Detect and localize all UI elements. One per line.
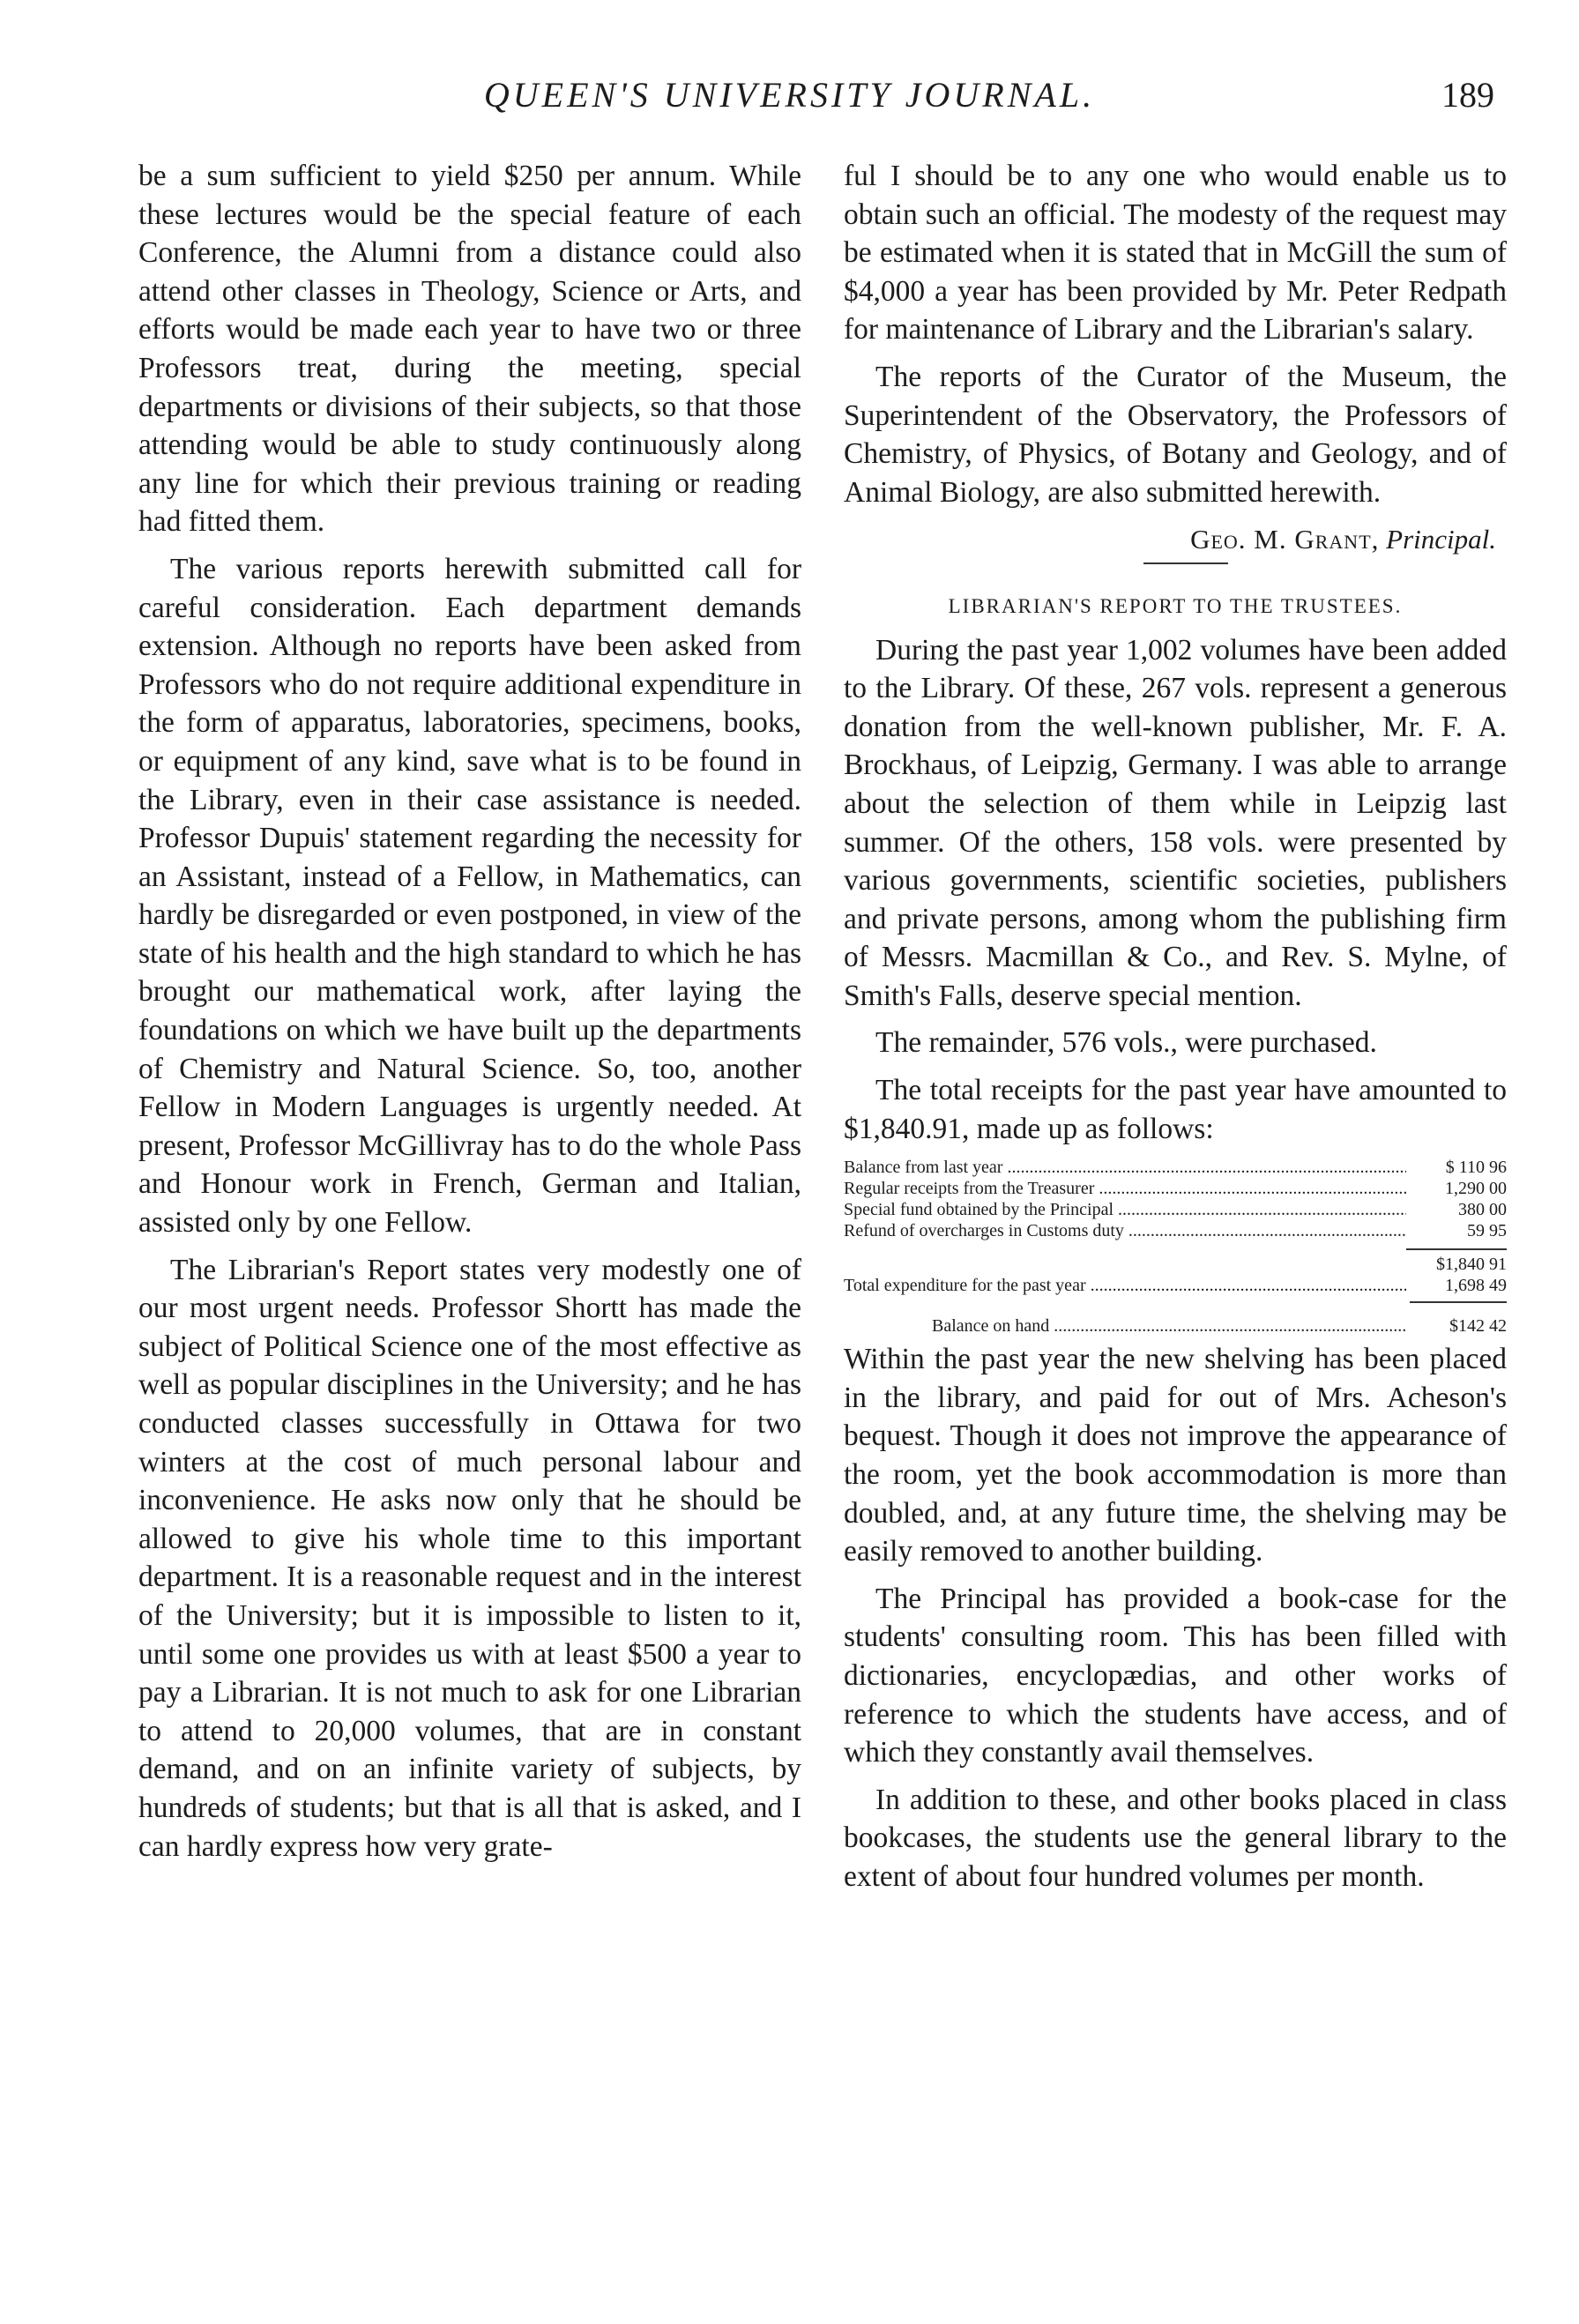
journal-title: QUEEN'S UNIVERSITY JOURNAL. (483, 75, 1096, 115)
account-row (844, 1220, 1507, 1241)
right-column (844, 157, 1507, 1905)
left-column (138, 157, 801, 1874)
account-label: Special fund obtained by the Principal ..... (844, 1199, 1406, 1220)
account-row (844, 1178, 1507, 1199)
account-row (844, 1199, 1507, 1220)
balance-amount: $142 42 (1449, 1316, 1507, 1337)
account-amount: 59 95 (1467, 1221, 1507, 1241)
account-row (844, 1157, 1507, 1178)
expenditure-amount: 1,698 49 (1445, 1276, 1507, 1296)
account-label: Balance from last year ..... (844, 1157, 1406, 1178)
accounts-table (844, 1157, 1507, 1337)
account-amount: 1,290 00 (1445, 1179, 1507, 1199)
paragraph: The Librarian's Report states very modestly one of our most urgent needs. Professor Shortt has made the subject of Political Science one of the most effective as well as popular disciplines in the University; and he has conducted classes successfully in Ottawa for two winters at the cost of much personal labour and inconvenience. He asks now only that he should be allowed to give his whole time to this important department. It is a reasonable request and in the interest of the University; but it is impossible to listen to it, until some one provides us with at least $500 a year to pay a Librarian. It is not much to ask for one Librarian to attend to 20,000 volumes, that are in constant demand, and on an infinite variety of subjects, by hundreds of students; but that is all that is asked, and I can hardly express how very grate- (138, 1253, 801, 1863)
paragraph: In addition to these, and other books placed in class bookcases, the students use the general library to the extent of about four hundred volumes per month. (844, 1783, 1507, 1893)
paragraph: The Principal has provided a book-case for the students' consulting room. This has been filled with dictionaries, encyclopædias, and other works of reference to which the students have access, and of which they constantly avail themselves. (844, 1582, 1507, 1769)
balance-label: Balance on hand ..... (844, 1315, 1406, 1337)
account-amount: $ 110 96 (1445, 1158, 1507, 1178)
paragraph: The remainder, 576 vols., were purchased. (875, 1026, 1377, 1060)
signature-title: Principal. (1386, 524, 1496, 555)
paragraph: The various reports herewith submitted call for careful consideration. Each department demands extension. Although no reports have been asked from Professors who do not require additional expenditure in the form of apparatus, laboratories, specimens, books, or equipment of any kind, save what is to be found in the Library, even in their case assistance is needed. Professor Dupuis' statement regarding the necessity for an Assistant, instead of a Fellow, in Mathematics, can hardly be disregarded or even postponed, in view of the state of his health and the high standard to which he has brought our mathematical work, after laying the foundations on which we have built up the departments of Chemistry and Natural Science. So, too, another Fellow in Modern Languages is urgently needed. At present, Professor McGillivray has to do the whole Pass and Honour work in French, German and Italian, assisted only by one Fellow. (138, 552, 801, 1240)
paragraph: Within the past year the new shelving has been placed in the library, and paid for out of Mrs. Acheson's bequest. Though it does not improve the appearance of the room, yet the book accommodation is more than doubled, and, at any future time, the shelving may be easily removed to another building. (844, 1343, 1507, 1568)
account-label: Regular receipts from the Treasurer ..... (844, 1178, 1406, 1199)
total-receipts-amount: $1,840 91 (1406, 1248, 1507, 1275)
paragraph: The total receipts for the past year have amounted to $1,840.91, made up as follows: (844, 1074, 1507, 1145)
principal-signature (844, 520, 1496, 559)
divider-rule (1143, 562, 1228, 564)
expenditure-label: Total expenditure for the past year ..... (844, 1275, 1406, 1296)
total-receipts-row (844, 1241, 1507, 1275)
paragraph: ful I should be to any one who would enable us to obtain such an official. The modesty of the request may be estimated when it is stated that in McGill the sum of $4,000 a year has been provided by Mr. Peter Redpath for maintenance of Library and the Librarian's salary. (844, 160, 1507, 346)
page-number: 189 (1441, 75, 1494, 115)
signature-name: Geo. M. Grant, (1190, 524, 1380, 555)
account-amount: 380 00 (1458, 1200, 1507, 1220)
paragraph: be a sum sufficient to yield $250 per annum. While these lectures would be the special feature of each Conference, the Alumni from a distance could also attend other classes in Theology, Science or Arts, and efforts would be made each year to have two or three Professors treat, during the meeting, special departments or divisions of their subjects, so that those attending would be able to study continuously along any line for which their previous training or reading had fitted them. (138, 160, 801, 539)
account-label: Refund of overcharges in Customs duty ..... (844, 1220, 1406, 1241)
page-header (0, 74, 1579, 127)
paragraph: The reports of the Curator of the Museum, the Superintendent of the Observatory, the Professors of Chemistry, of Physics, of Botany and Geology, and of Animal Biology, are also submitted herewith. (844, 360, 1507, 509)
balance-row (844, 1315, 1507, 1337)
section-heading: LIBRARIAN'S REPORT TO THE TRUSTEES. (948, 594, 1403, 617)
expenditure-row (844, 1275, 1507, 1296)
paragraph: During the past year 1,002 volumes have been added to the Library. Of these, 267 vols. represent a generous donation from the well-known publisher, Mr. F. A. Brockhaus, of Leipzig, Germany. I was able to arrange about the selection of them while in Leipzig last summer. Of the others, 158 vols. were presented by various governments, scientific societies, publishers and private persons, among whom the publishing firm of Messrs. Macmillan & Co., and Rev. S. Mylne, of Smith's Falls, deserve special mention. (844, 633, 1507, 1012)
